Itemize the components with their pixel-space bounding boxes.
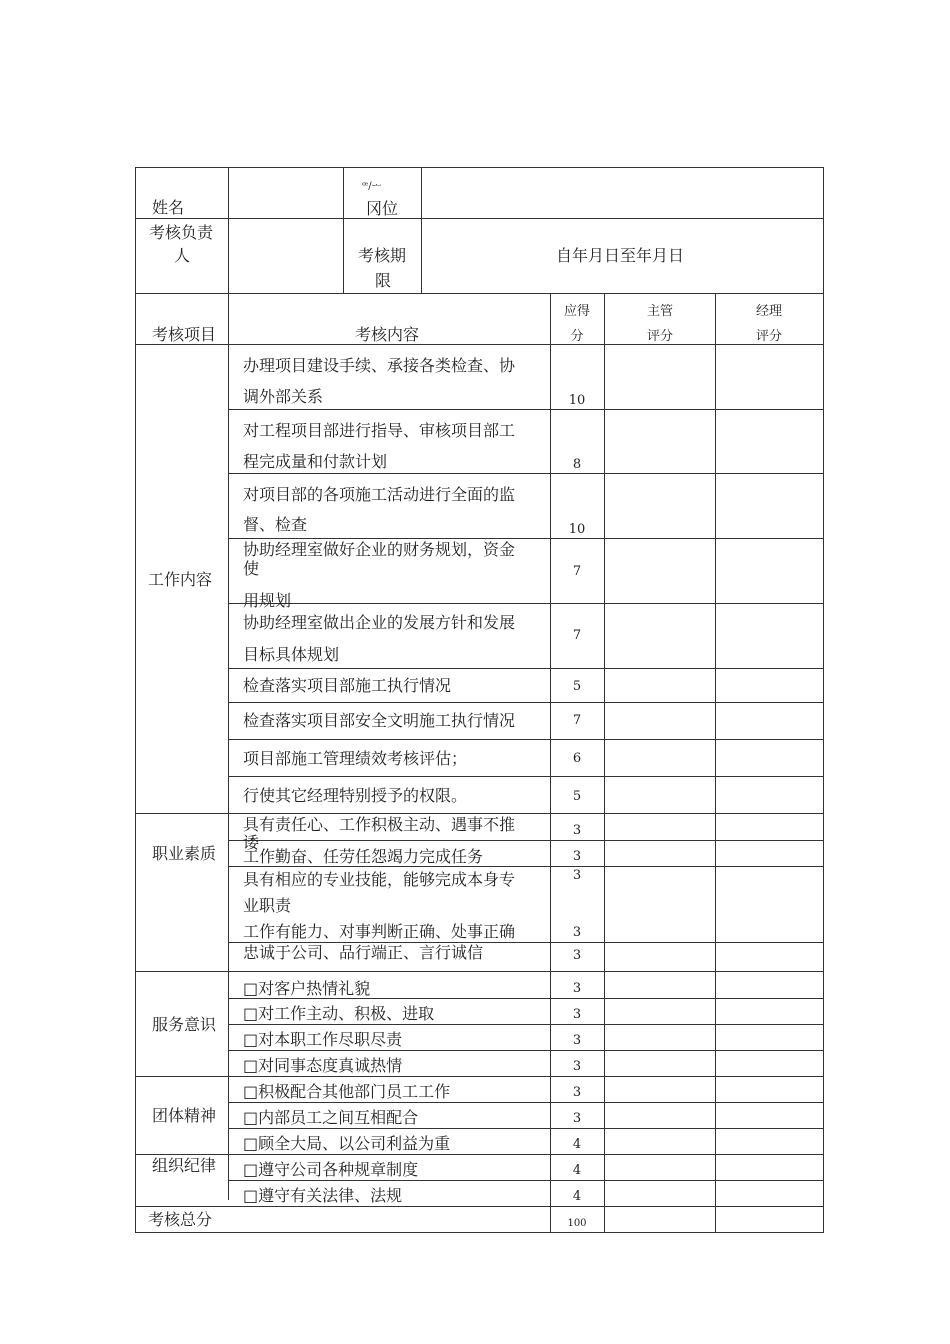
work-item-text: 检查落实项目部安全文明施工执行情况 bbox=[243, 711, 516, 730]
work-item-text: 使 bbox=[243, 559, 260, 578]
column-header-score-line1: 应得 bbox=[563, 304, 591, 319]
service-item-score: 3 bbox=[572, 1059, 582, 1074]
service-item-score: 3 bbox=[572, 1007, 582, 1022]
service-item-score: 3 bbox=[572, 1033, 582, 1048]
work-item-clipped-cell bbox=[229, 539, 550, 610]
period-label-line2: 限 bbox=[375, 271, 392, 290]
total-score: 100 bbox=[567, 1218, 587, 1229]
column-header-manager-line1: 经理 bbox=[755, 304, 783, 319]
group-label-service: 服务意识 bbox=[152, 1015, 217, 1034]
work-item-text: 调外部关系 bbox=[243, 387, 324, 406]
work-item-text: 程完成量和付款计划 bbox=[243, 452, 388, 471]
position-label: 冈位 bbox=[366, 199, 399, 218]
professional-item-text: 诿 bbox=[243, 833, 260, 852]
professional-item-text: 工作有能力、对事判断正确、处事正确 bbox=[243, 922, 516, 941]
column-header-supervisor-line1: 主管 bbox=[646, 304, 674, 319]
column-header-manager-line2: 评分 bbox=[755, 329, 783, 344]
period-label-line1: 考核期 bbox=[358, 246, 407, 265]
period-value: 自年月日至年月日 bbox=[556, 246, 685, 265]
service-item-text: □对本职工作尽职尽责 bbox=[243, 1030, 403, 1049]
position-mark: ꟹ/ᅩ bbox=[362, 181, 382, 192]
work-item-text: 用规划 bbox=[243, 591, 292, 610]
work-item-score: 10 bbox=[568, 393, 586, 408]
discipline-item-score: 4 bbox=[572, 1189, 582, 1204]
professional-item-score: 3 bbox=[572, 948, 582, 963]
group-label-work: 工作内容 bbox=[148, 570, 213, 589]
service-item-text: □对工作主动、积极、进取 bbox=[243, 1004, 435, 1023]
work-item-text: 项目部施工管理绩效考核评估； bbox=[243, 749, 468, 768]
group-label-discipline: 组织纪律 bbox=[152, 1156, 217, 1175]
professional-item-score: 3 bbox=[572, 925, 582, 940]
name-label: 姓名 bbox=[152, 198, 185, 217]
work-item-score: 10 bbox=[568, 522, 586, 537]
service-item-text: □对同事态度真诚热情 bbox=[243, 1056, 403, 1075]
professional-item-score: 3 bbox=[572, 823, 582, 838]
work-item-text: 协助经理室做好企业的财务规划，资金 bbox=[243, 540, 516, 559]
team-item-score: 4 bbox=[572, 1137, 582, 1152]
reviewer-label-line1: 考核负责 bbox=[149, 223, 214, 242]
work-item-text: 对工程项目部进行指导、审核项目部工 bbox=[243, 421, 516, 440]
work-item-text: 行使其它经理特别授予的权限。 bbox=[243, 786, 468, 805]
professional-item-score: 3 bbox=[572, 849, 582, 864]
work-item-score: 7 bbox=[572, 713, 582, 728]
work-item-text: 目标具体规划 bbox=[243, 645, 340, 664]
work-item-score: 7 bbox=[572, 628, 582, 643]
work-item-score: 5 bbox=[572, 789, 582, 804]
work-item-text: 督、检查 bbox=[243, 515, 308, 534]
professional-item-text: 业职责 bbox=[243, 896, 292, 915]
discipline-item-text: □遵守公司各种规章制度 bbox=[243, 1160, 419, 1179]
team-item-text: □内部员工之间互相配合 bbox=[243, 1108, 419, 1127]
work-item-score: 5 bbox=[572, 679, 582, 694]
column-header-score-line2: 分 bbox=[570, 329, 584, 344]
work-item-score: 6 bbox=[572, 751, 582, 766]
group-label-professional: 职业素质 bbox=[152, 844, 217, 863]
work-item-text: 协助经理室做出企业的发展方针和发展 bbox=[243, 613, 516, 632]
group-label-team: 团体精神 bbox=[152, 1106, 217, 1125]
professional-item-text: 忠诚于公司、品行端正、言行诚信 bbox=[243, 943, 484, 962]
column-header-item: 考核项目 bbox=[152, 325, 217, 344]
professional-item-text: 工作勤奋、任劳任怨竭力完成任务 bbox=[243, 847, 484, 866]
reviewer-label-line2: 人 bbox=[174, 246, 191, 265]
discipline-item-score: 4 bbox=[572, 1163, 582, 1178]
discipline-item-text: □遵守有关法律、法规 bbox=[243, 1186, 403, 1205]
professional-item-text: 具有相应的专业技能，能够完成本身专 bbox=[243, 870, 516, 889]
team-item-score: 3 bbox=[572, 1085, 582, 1100]
team-item-text: □积极配合其他部门员工工作 bbox=[243, 1082, 451, 1101]
work-item-score: 8 bbox=[572, 457, 582, 472]
team-item-text: □顾全大局、以公司利益为重 bbox=[243, 1134, 451, 1153]
total-label: 考核总分 bbox=[148, 1210, 213, 1229]
team-item-score: 3 bbox=[572, 1111, 582, 1126]
work-item-text: 检查落实项目部施工执行情况 bbox=[243, 676, 452, 695]
work-item-score: 7 bbox=[572, 564, 582, 579]
work-item-text: 对项目部的各项施工活动进行全面的监 bbox=[243, 485, 516, 504]
service-item-text: □对客户热情礼貌 bbox=[243, 979, 371, 998]
work-item-text: 办理项目建设手续、承接各类检查、协 bbox=[243, 356, 516, 375]
column-header-supervisor-line2: 评分 bbox=[646, 329, 674, 344]
professional-item-clipped-cell bbox=[229, 814, 550, 852]
professional-item-text: 具有责任心、工作积极主动、遇事不推 bbox=[243, 815, 516, 834]
professional-item-score: 3 bbox=[572, 868, 582, 883]
service-item-score: 3 bbox=[572, 981, 582, 996]
column-header-content: 考核内容 bbox=[355, 325, 420, 344]
